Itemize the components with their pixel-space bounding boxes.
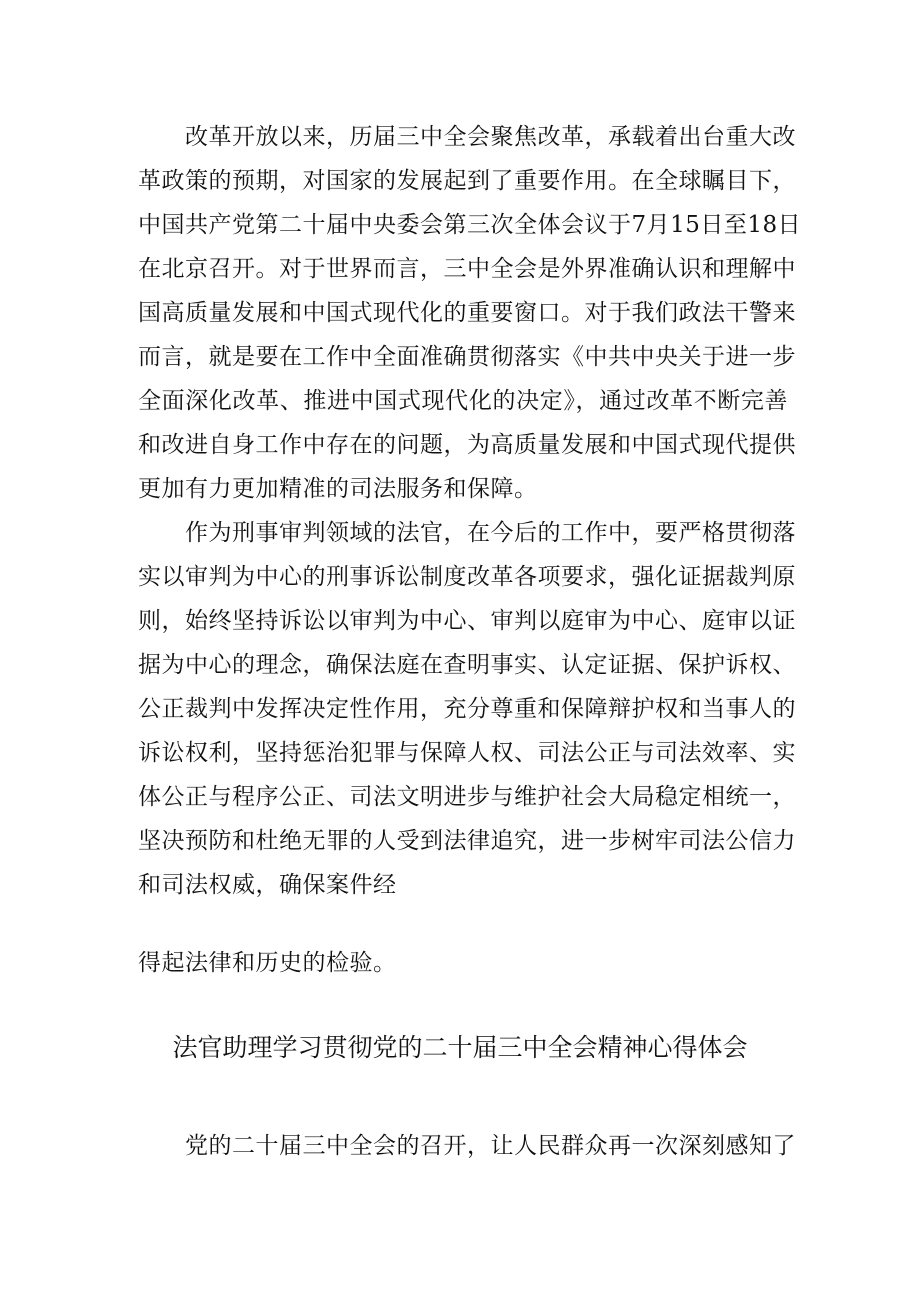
paragraph-2-line-5: 公正裁判中发挥决定性作用，充分尊重和保障辩护权和当事人的 bbox=[138, 696, 796, 722]
paragraph-2-continuation: 得起法律和历史的检验。 bbox=[138, 950, 397, 976]
paragraph-1-line-8: 和改进自身工作中存在的问题，为高质量发展和中国式现代提供 bbox=[138, 432, 796, 458]
paragraph-2-line-3: 则，始终坚持诉讼以审判为中心、审判以庭审为中心、庭审以证 bbox=[138, 608, 796, 634]
paragraph-2-line-7: 体公正与程序公正、司法文明进步与维护社会大局稳定相统一， bbox=[138, 784, 796, 810]
paragraph-2-line-2: 实以审判为中心的刑事诉讼制度改革各项要求，强化证据裁判原 bbox=[138, 564, 796, 590]
paragraph-1-line-1: 改革开放以来，历届三中全会聚焦改革，承载着出台重大改 bbox=[185, 124, 796, 150]
paragraph-1-line-3: 中国共产党第二十届中央委会第三次全体会议于7月15日至18日 bbox=[138, 212, 802, 238]
paragraph-2-line-8: 坚决预防和杜绝无罪的人受到法律追究，进一步树牢司法公信力 bbox=[138, 828, 796, 854]
paragraph-2-line-9: 和司法权威，确保案件经 bbox=[138, 872, 397, 898]
paragraph-1-line-4: 在北京召开。对于世界而言，三中全会是外界准确认识和理解中 bbox=[138, 256, 796, 282]
paragraph-2-line-4: 据为中心的理念，确保法庭在查明事实、认定证据、保护诉权、 bbox=[138, 652, 796, 678]
paragraph-2-line-6: 诉讼权利，坚持惩治犯罪与保障人权、司法公正与司法效率、实 bbox=[138, 740, 796, 766]
section-title: 法官助理学习贯彻党的二十届三中全会精神心得体会 bbox=[172, 1033, 748, 1062]
paragraph-1-line-6: 而言，就是要在工作中全面准确贯彻落实《中共中央关于进一步 bbox=[138, 344, 796, 370]
paragraph-3-line-1: 党的二十届三中全会的召开，让人民群众再一次深刻感知了 bbox=[185, 1133, 796, 1159]
paragraph-1-line-9: 更加有力更加精准的司法服务和保障。 bbox=[138, 476, 538, 502]
paragraph-1-line-7: 全面深化改革、推进中国式现代化的决定》，通过改革不断完善 bbox=[138, 388, 788, 414]
paragraph-1-line-5: 国高质量发展和中国式现代化的重要窗口。对于我们政法干警来 bbox=[138, 300, 796, 326]
paragraph-1-line-2: 革政策的预期，对国家的发展起到了重要作用。在全球瞩目下， bbox=[138, 168, 796, 194]
paragraph-2-line-1: 作为刑事审判领域的法官，在今后的工作中，要严格贯彻落 bbox=[185, 520, 796, 546]
